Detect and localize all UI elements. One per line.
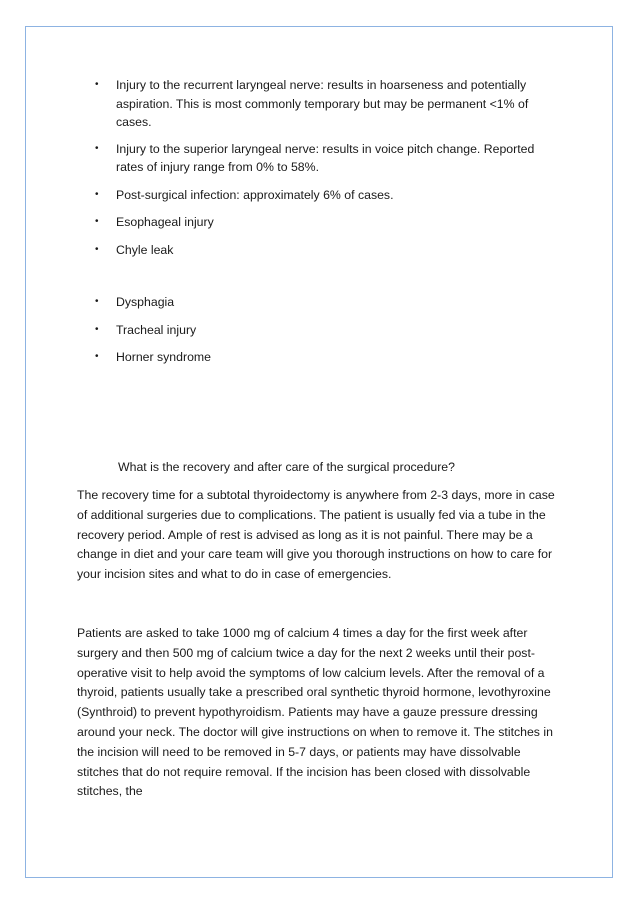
list-item-text: Dysphagia [116, 295, 175, 309]
list-item [95, 321, 555, 340]
bullet-icon: • [95, 188, 99, 200]
list-item [95, 140, 555, 177]
list-item [95, 241, 555, 260]
list-item-text: Injury to the recurrent laryngeal nerve: results in hoarseness and potentially aspiration. This is most commonly temporary but may be permanent <1% of cases. [116, 78, 529, 129]
list-item [95, 186, 555, 205]
list-item [95, 76, 555, 132]
list-item-text: Post-surgical infection: approximately 6% of cases. [116, 187, 394, 202]
list-item-text: Esophageal injury [116, 215, 214, 229]
bullet-icon: • [95, 351, 99, 362]
aftercare-paragraph: Patients are asked to take 1000 mg of calcium 4 times a day for the first week after surgery and then 500 mg of calcium twice a day for the next 2 weeks until their post-operative visit to help avoid the symptoms of low calcium levels. After the removal of a thyroid, patients usually take a prescribed oral synthetic thyroid hormone, levothyroxine (Synthroid) to prevent hypothyroidism. Patients may have a gauze pressure dressing around your neck. The doctor will give instructions on when to remove it. The stitches in the incision will need to be removed in 5-7 days, or patients may have dissolvable stitches that do not require removal. If the incision has been closed with dissolvable stitches, the [77, 626, 553, 799]
bullet-icon: • [95, 243, 99, 255]
bullet-icon: • [95, 323, 99, 335]
list-item-text: Injury to the superior laryngeal nerve: results in voice pitch change. Reported rates of injury range from 0% to 58%. [116, 141, 535, 174]
bullet-icon: • [95, 296, 99, 307]
section-question: What is the recovery and after care of the surgical procedure? [118, 460, 455, 474]
bullet-icon: • [95, 216, 99, 227]
complications-list [95, 76, 555, 367]
list-item-text: Tracheal injury [116, 322, 197, 337]
list-item-text: Chyle leak [116, 242, 174, 257]
list-item [95, 348, 555, 367]
bullet-icon: • [95, 142, 99, 154]
bullet-icon: • [95, 79, 99, 90]
list-item-text: Horner syndrome [116, 350, 211, 364]
recovery-paragraph: The recovery time for a subtotal thyroidectomy is anywhere from 2-3 days, more in case of additional surgeries due to complications. The patient is usually fed via a tube in the recovery period. Ample of rest is advised as long as it is not painful. There may be a change in diet and your care team will give you thorough instructions on how to care for your incision sites and what to do in case of emergencies. [77, 488, 555, 582]
list-item [95, 213, 555, 232]
list-item [95, 293, 555, 312]
